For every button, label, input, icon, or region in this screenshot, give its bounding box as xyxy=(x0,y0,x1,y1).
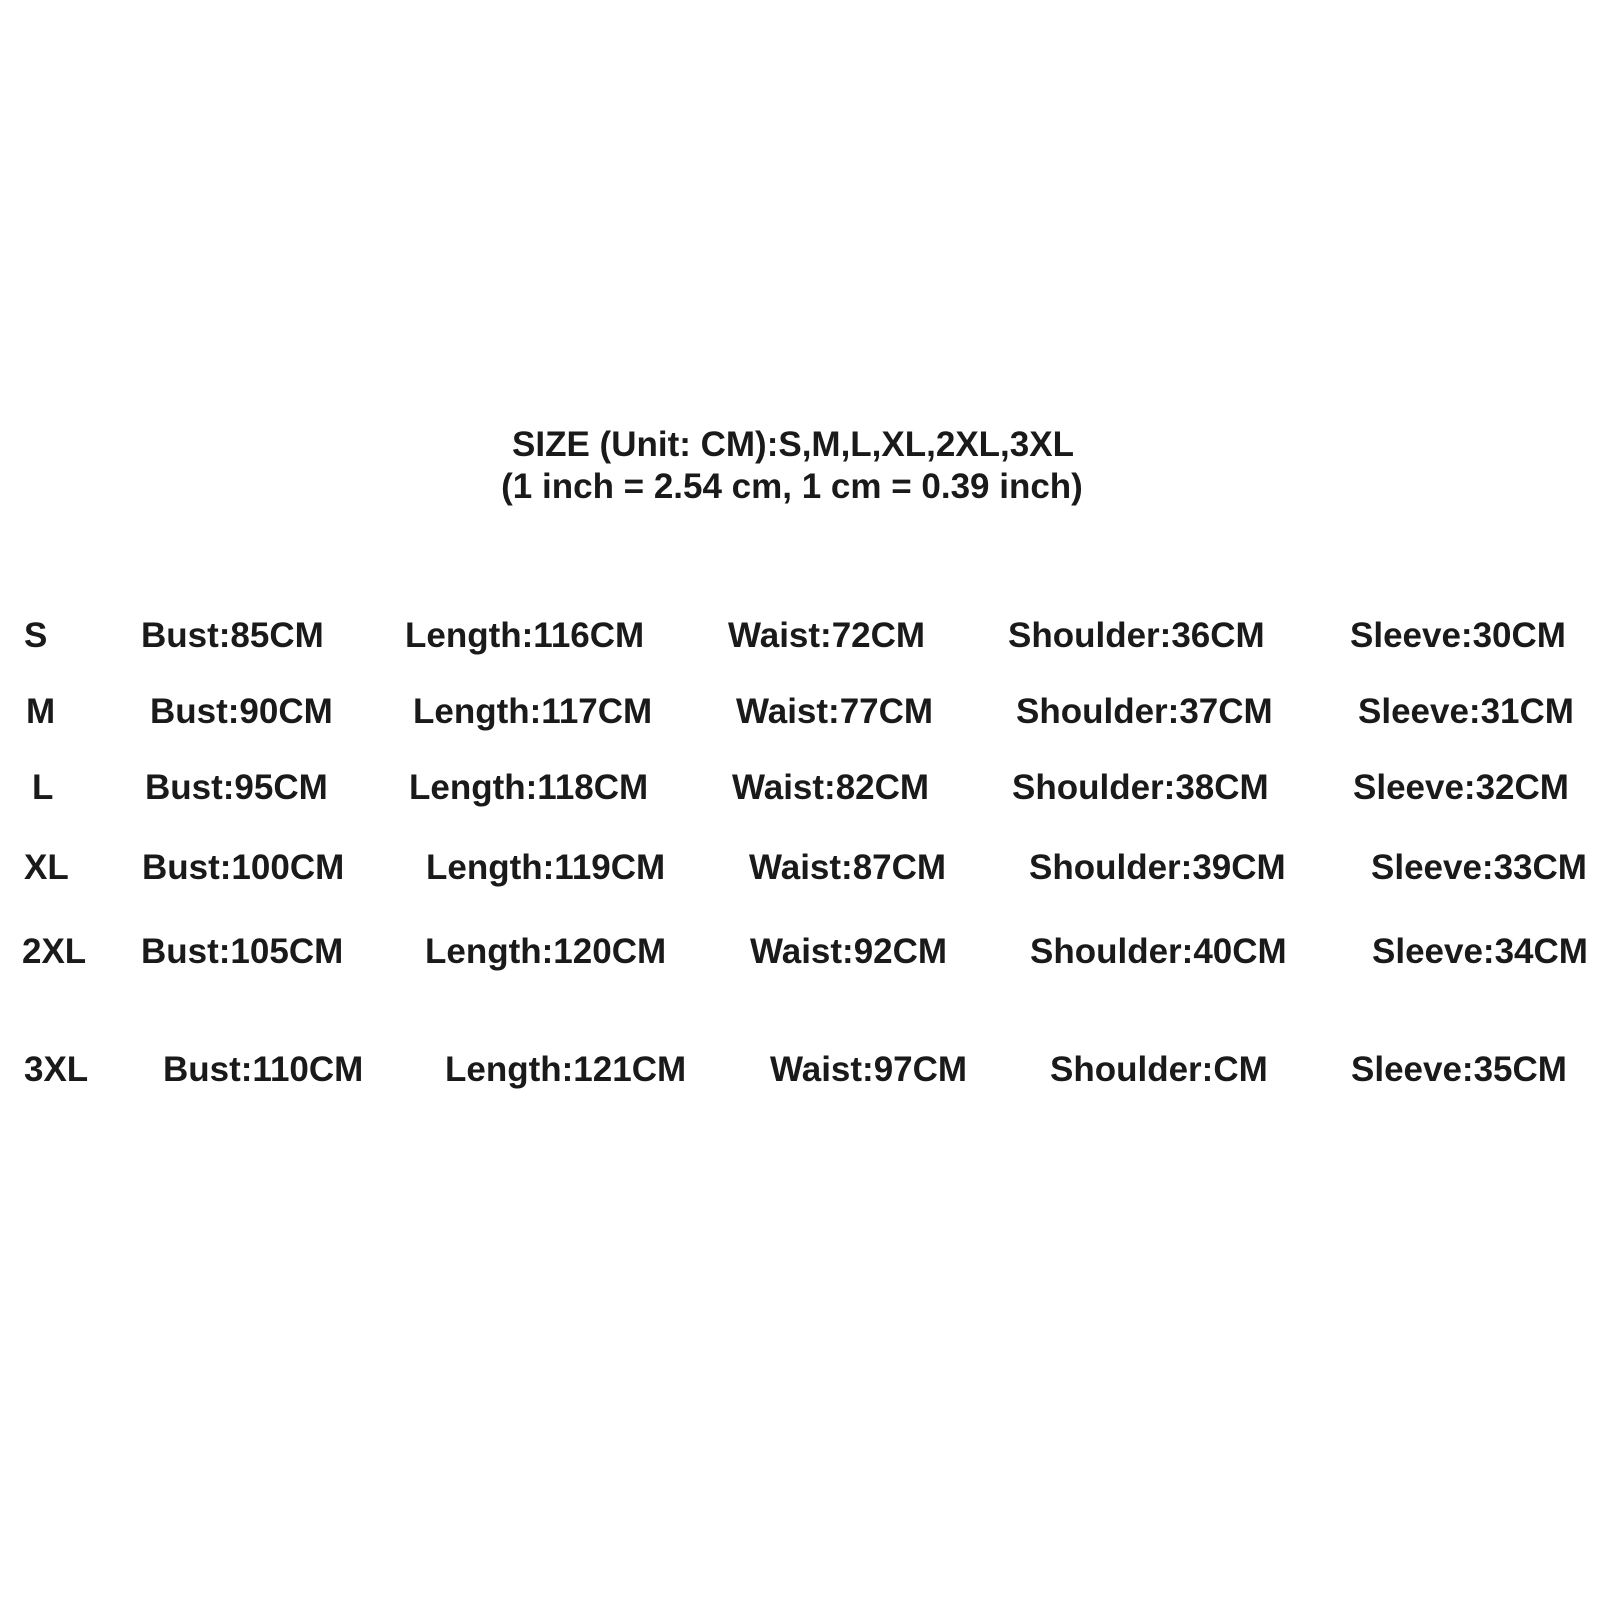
waist-value: Waist:82CM xyxy=(732,768,930,807)
size-chart-title: SIZE (Unit: CM):S,M,L,XL,2XL,3XL xyxy=(512,425,1074,464)
size-label: S xyxy=(24,616,48,655)
size-row-s xyxy=(0,614,1600,658)
sleeve-value: Sleeve:34CM xyxy=(1372,932,1588,971)
shoulder-value: Shoulder:37CM xyxy=(1016,692,1273,731)
sleeve-value: Sleeve:35CM xyxy=(1351,1050,1567,1089)
size-label: 2XL xyxy=(22,932,87,971)
size-row-xl xyxy=(0,846,1600,890)
length-value: Length:120CM xyxy=(425,932,667,971)
shoulder-value: Shoulder:40CM xyxy=(1030,932,1287,971)
waist-value: Waist:92CM xyxy=(750,932,948,971)
waist-value: Waist:97CM xyxy=(770,1050,968,1089)
shoulder-value: Shoulder:38CM xyxy=(1012,768,1269,807)
size-label: M xyxy=(26,692,56,731)
sleeve-value: Sleeve:32CM xyxy=(1353,768,1569,807)
bust-value: Bust:110CM xyxy=(163,1050,364,1089)
bust-value: Bust:95CM xyxy=(145,768,328,807)
bust-value: Bust:90CM xyxy=(150,692,333,731)
waist-value: Waist:87CM xyxy=(749,848,947,887)
size-row-l xyxy=(0,766,1600,810)
size-chart-header xyxy=(0,424,1600,508)
shoulder-value: Shoulder:39CM xyxy=(1029,848,1286,887)
size-row-m xyxy=(0,690,1600,734)
bust-value: Bust:85CM xyxy=(141,616,324,655)
length-value: Length:121CM xyxy=(445,1050,687,1089)
size-row-3xl xyxy=(0,1048,1600,1092)
size-label: L xyxy=(32,768,54,807)
size-label: XL xyxy=(24,848,69,887)
length-value: Length:117CM xyxy=(413,692,653,731)
sleeve-value: Sleeve:31CM xyxy=(1358,692,1574,731)
waist-value: Waist:72CM xyxy=(728,616,926,655)
length-value: Length:118CM xyxy=(409,768,649,807)
waist-value: Waist:77CM xyxy=(736,692,934,731)
length-value: Length:119CM xyxy=(426,848,666,887)
bust-value: Bust:100CM xyxy=(142,848,345,887)
length-value: Length:116CM xyxy=(405,616,645,655)
unit-conversion-note: (1 inch = 2.54 cm, 1 cm = 0.39 inch) xyxy=(501,467,1083,506)
size-row-2xl xyxy=(0,930,1600,974)
size-label: 3XL xyxy=(24,1050,89,1089)
shoulder-value: Shoulder:CM xyxy=(1050,1050,1268,1089)
sleeve-value: Sleeve:33CM xyxy=(1371,848,1587,887)
shoulder-value: Shoulder:36CM xyxy=(1008,616,1265,655)
bust-value: Bust:105CM xyxy=(141,932,344,971)
sleeve-value: Sleeve:30CM xyxy=(1350,616,1566,655)
